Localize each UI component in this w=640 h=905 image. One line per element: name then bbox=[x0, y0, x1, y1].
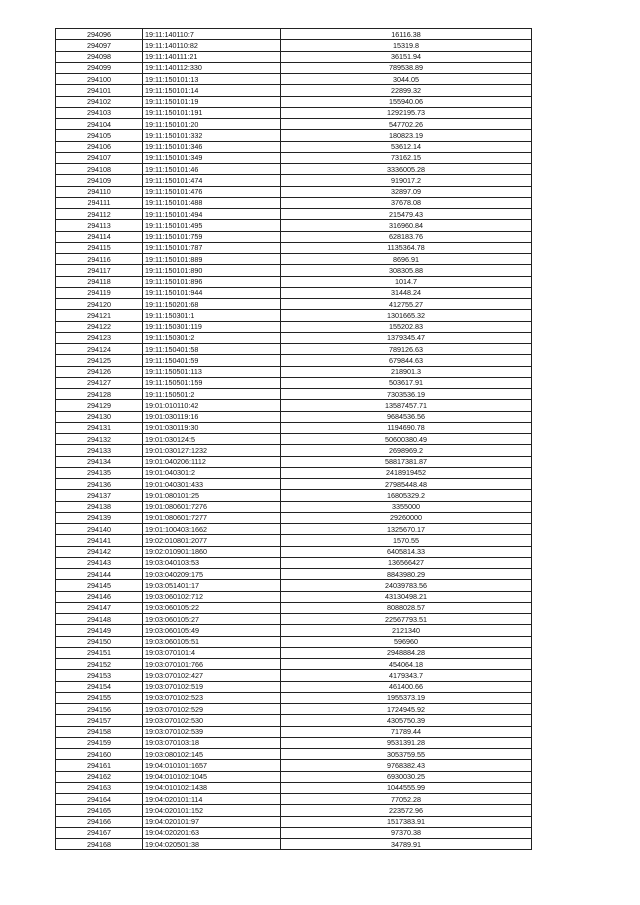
row-number-cell: 294109 bbox=[56, 175, 143, 186]
cadastral-code-cell: 19:11:150301:2 bbox=[143, 332, 281, 343]
value-cell: 16116.38 bbox=[281, 29, 532, 40]
row-number-cell: 294161 bbox=[56, 760, 143, 771]
table-row bbox=[56, 287, 532, 298]
value-cell: 97370.38 bbox=[281, 827, 532, 838]
cadastral-code-cell: 19:01:080101:25 bbox=[143, 490, 281, 501]
cadastral-code-cell: 19:03:070103:18 bbox=[143, 737, 281, 748]
value-cell: 29260000 bbox=[281, 512, 532, 523]
value-cell: 1014.7 bbox=[281, 276, 532, 287]
row-number-cell: 294137 bbox=[56, 490, 143, 501]
table-row bbox=[56, 119, 532, 130]
row-number-cell: 294097 bbox=[56, 40, 143, 51]
value-cell: 77052.28 bbox=[281, 794, 532, 805]
row-number-cell: 294160 bbox=[56, 749, 143, 760]
cadastral-code-cell: 19:01:030119:30 bbox=[143, 422, 281, 433]
cadastral-code-cell: 19:11:150101:46 bbox=[143, 164, 281, 175]
table-row bbox=[56, 85, 532, 96]
value-cell: 218901.3 bbox=[281, 366, 532, 377]
table-row bbox=[56, 29, 532, 40]
value-cell: 1301665.32 bbox=[281, 310, 532, 321]
table-row bbox=[56, 242, 532, 253]
row-number-cell: 294148 bbox=[56, 614, 143, 625]
table-body bbox=[56, 29, 532, 850]
cadastral-code-cell: 19:11:150401:58 bbox=[143, 344, 281, 355]
value-cell: 31448.24 bbox=[281, 287, 532, 298]
table-row bbox=[56, 467, 532, 478]
table-row bbox=[56, 186, 532, 197]
row-number-cell: 294162 bbox=[56, 771, 143, 782]
row-number-cell: 294117 bbox=[56, 265, 143, 276]
cadastral-code-cell: 19:03:070101:766 bbox=[143, 659, 281, 670]
table-row bbox=[56, 827, 532, 838]
row-number-cell: 294108 bbox=[56, 164, 143, 175]
cadastral-code-cell: 19:11:150101:14 bbox=[143, 85, 281, 96]
cadastral-code-cell: 19:11:150101:787 bbox=[143, 242, 281, 253]
row-number-cell: 294114 bbox=[56, 231, 143, 242]
row-number-cell: 294138 bbox=[56, 501, 143, 512]
table-row bbox=[56, 839, 532, 850]
table-row bbox=[56, 580, 532, 591]
value-cell: 3355000 bbox=[281, 501, 532, 512]
table-row bbox=[56, 434, 532, 445]
cadastral-code-cell: 19:03:060105:49 bbox=[143, 625, 281, 636]
cadastral-code-cell: 19:01:100403:1662 bbox=[143, 524, 281, 535]
value-cell: 1044555.99 bbox=[281, 782, 532, 793]
cadastral-code-cell: 19:03:080102:145 bbox=[143, 749, 281, 760]
cadastral-code-cell: 19:11:150101:495 bbox=[143, 220, 281, 231]
cadastral-code-cell: 19:04:020201:63 bbox=[143, 827, 281, 838]
row-number-cell: 294121 bbox=[56, 310, 143, 321]
cadastral-code-cell: 19:03:040209:175 bbox=[143, 569, 281, 580]
row-number-cell: 294099 bbox=[56, 62, 143, 73]
cadastral-code-cell: 19:03:070102:529 bbox=[143, 704, 281, 715]
row-number-cell: 294105 bbox=[56, 130, 143, 141]
row-number-cell: 294135 bbox=[56, 467, 143, 478]
value-cell: 1724945.92 bbox=[281, 704, 532, 715]
cadastral-code-cell: 19:03:051401:17 bbox=[143, 580, 281, 591]
table-row bbox=[56, 692, 532, 703]
cadastral-code-cell: 19:11:150301:1 bbox=[143, 310, 281, 321]
value-cell: 547702.26 bbox=[281, 119, 532, 130]
cadastral-code-cell: 19:11:150101:20 bbox=[143, 119, 281, 130]
row-number-cell: 294122 bbox=[56, 321, 143, 332]
table-row bbox=[56, 726, 532, 737]
value-cell: 22899.32 bbox=[281, 85, 532, 96]
cadastral-code-cell: 19:11:150101:494 bbox=[143, 209, 281, 220]
row-number-cell: 294112 bbox=[56, 209, 143, 220]
table-row bbox=[56, 164, 532, 175]
cadastral-code-cell: 19:04:020101:114 bbox=[143, 794, 281, 805]
table-row bbox=[56, 310, 532, 321]
cadastral-code-cell: 19:03:060105:27 bbox=[143, 614, 281, 625]
table-row bbox=[56, 490, 532, 501]
value-cell: 412755.27 bbox=[281, 299, 532, 310]
row-number-cell: 294140 bbox=[56, 524, 143, 535]
row-number-cell: 294139 bbox=[56, 512, 143, 523]
row-number-cell: 294145 bbox=[56, 580, 143, 591]
table-row bbox=[56, 569, 532, 580]
cadastral-code-cell: 19:03:070102:539 bbox=[143, 726, 281, 737]
cadastral-code-cell: 19:11:150101:19 bbox=[143, 96, 281, 107]
cadastral-code-cell: 19:11:150501:113 bbox=[143, 366, 281, 377]
cadastral-code-cell: 19:01:030124:5 bbox=[143, 434, 281, 445]
row-number-cell: 294152 bbox=[56, 659, 143, 670]
value-cell: 3336005.28 bbox=[281, 164, 532, 175]
value-cell: 2698969.2 bbox=[281, 445, 532, 456]
table-row bbox=[56, 141, 532, 152]
table-row bbox=[56, 456, 532, 467]
row-number-cell: 294136 bbox=[56, 479, 143, 490]
value-cell: 32897.09 bbox=[281, 186, 532, 197]
cadastral-code-cell: 19:03:060105:22 bbox=[143, 602, 281, 613]
table-row bbox=[56, 546, 532, 557]
table-row bbox=[56, 524, 532, 535]
value-cell: 789538.89 bbox=[281, 62, 532, 73]
table-row bbox=[56, 737, 532, 748]
cadastral-code-cell: 19:11:150501:159 bbox=[143, 377, 281, 388]
value-cell: 155202.83 bbox=[281, 321, 532, 332]
table-row bbox=[56, 276, 532, 287]
table-row bbox=[56, 591, 532, 602]
row-number-cell: 294100 bbox=[56, 74, 143, 85]
table-row bbox=[56, 771, 532, 782]
table-row bbox=[56, 614, 532, 625]
cadastral-code-cell: 19:03:070102:523 bbox=[143, 692, 281, 703]
row-number-cell: 294150 bbox=[56, 636, 143, 647]
row-number-cell: 294113 bbox=[56, 220, 143, 231]
table-row bbox=[56, 299, 532, 310]
table-row bbox=[56, 130, 532, 141]
table-row bbox=[56, 816, 532, 827]
value-cell: 136566427 bbox=[281, 557, 532, 568]
table-row bbox=[56, 411, 532, 422]
cadastral-code-cell: 19:11:150101:349 bbox=[143, 152, 281, 163]
cadastral-code-cell: 19:11:150101:346 bbox=[143, 141, 281, 152]
table-row bbox=[56, 51, 532, 62]
table-row bbox=[56, 366, 532, 377]
cadastral-code-cell: 19:03:070102:427 bbox=[143, 670, 281, 681]
cadastral-code-cell: 19:11:150401:59 bbox=[143, 355, 281, 366]
cadastral-code-cell: 19:11:150101:476 bbox=[143, 186, 281, 197]
row-number-cell: 294166 bbox=[56, 816, 143, 827]
table-row bbox=[56, 670, 532, 681]
row-number-cell: 294124 bbox=[56, 344, 143, 355]
value-cell: 316960.84 bbox=[281, 220, 532, 231]
value-cell: 180823.19 bbox=[281, 130, 532, 141]
value-cell: 53612.14 bbox=[281, 141, 532, 152]
value-cell: 3053759.55 bbox=[281, 749, 532, 760]
table-row bbox=[56, 704, 532, 715]
table-row bbox=[56, 794, 532, 805]
value-cell: 15319.8 bbox=[281, 40, 532, 51]
value-cell: 9531391.28 bbox=[281, 737, 532, 748]
data-table bbox=[55, 28, 532, 850]
row-number-cell: 294143 bbox=[56, 557, 143, 568]
cadastral-code-cell: 19:04:020101:152 bbox=[143, 805, 281, 816]
row-number-cell: 294131 bbox=[56, 422, 143, 433]
table-row bbox=[56, 197, 532, 208]
table-row bbox=[56, 512, 532, 523]
table-row bbox=[56, 782, 532, 793]
table-row bbox=[56, 107, 532, 118]
value-cell: 9684536.56 bbox=[281, 411, 532, 422]
cadastral-code-cell: 19:03:040103:53 bbox=[143, 557, 281, 568]
cadastral-code-cell: 19:04:010102:1438 bbox=[143, 782, 281, 793]
table-row bbox=[56, 749, 532, 760]
value-cell: 13587457.71 bbox=[281, 400, 532, 411]
cadastral-code-cell: 19:11:140110:82 bbox=[143, 40, 281, 51]
table-row bbox=[56, 254, 532, 265]
row-number-cell: 294144 bbox=[56, 569, 143, 580]
cadastral-code-cell: 19:01:080601:7277 bbox=[143, 512, 281, 523]
value-cell: 1292195.73 bbox=[281, 107, 532, 118]
cadastral-code-cell: 19:01:040301:2 bbox=[143, 467, 281, 478]
row-number-cell: 294168 bbox=[56, 839, 143, 850]
cadastral-code-cell: 19:11:140110:7 bbox=[143, 29, 281, 40]
row-number-cell: 294147 bbox=[56, 602, 143, 613]
row-number-cell: 294149 bbox=[56, 625, 143, 636]
value-cell: 215479.43 bbox=[281, 209, 532, 220]
row-number-cell: 294116 bbox=[56, 254, 143, 265]
value-cell: 8843980.29 bbox=[281, 569, 532, 580]
table-row bbox=[56, 332, 532, 343]
value-cell: 1194690.78 bbox=[281, 422, 532, 433]
row-number-cell: 294134 bbox=[56, 456, 143, 467]
row-number-cell: 294111 bbox=[56, 197, 143, 208]
row-number-cell: 294107 bbox=[56, 152, 143, 163]
value-cell: 58817381.87 bbox=[281, 456, 532, 467]
value-cell: 7303536.19 bbox=[281, 389, 532, 400]
value-cell: 919017.2 bbox=[281, 175, 532, 186]
row-number-cell: 294146 bbox=[56, 591, 143, 602]
value-cell: 789126.63 bbox=[281, 344, 532, 355]
value-cell: 16805329.2 bbox=[281, 490, 532, 501]
value-cell: 454064.18 bbox=[281, 659, 532, 670]
cadastral-code-cell: 19:01:080601:7276 bbox=[143, 501, 281, 512]
row-number-cell: 294127 bbox=[56, 377, 143, 388]
value-cell: 1379345.47 bbox=[281, 332, 532, 343]
value-cell: 155940.06 bbox=[281, 96, 532, 107]
row-number-cell: 294132 bbox=[56, 434, 143, 445]
cadastral-code-cell: 19:03:060102:712 bbox=[143, 591, 281, 602]
cadastral-code-cell: 19:01:030119:16 bbox=[143, 411, 281, 422]
cadastral-code-cell: 19:02:010901:1860 bbox=[143, 546, 281, 557]
cadastral-code-cell: 19:01:030127:1232 bbox=[143, 445, 281, 456]
cadastral-code-cell: 19:02:010801:2077 bbox=[143, 535, 281, 546]
table-row bbox=[56, 602, 532, 613]
table-row bbox=[56, 445, 532, 456]
cadastral-code-cell: 19:11:140112:330 bbox=[143, 62, 281, 73]
row-number-cell: 294130 bbox=[56, 411, 143, 422]
value-cell: 4305750.39 bbox=[281, 715, 532, 726]
cadastral-code-cell: 19:11:150101:488 bbox=[143, 197, 281, 208]
cadastral-code-cell: 19:03:070101:4 bbox=[143, 647, 281, 658]
table-row bbox=[56, 62, 532, 73]
cadastral-code-cell: 19:11:140111:21 bbox=[143, 51, 281, 62]
row-number-cell: 294154 bbox=[56, 681, 143, 692]
table-row bbox=[56, 659, 532, 670]
value-cell: 503617.91 bbox=[281, 377, 532, 388]
value-cell: 2121340 bbox=[281, 625, 532, 636]
value-cell: 34789.91 bbox=[281, 839, 532, 850]
row-number-cell: 294133 bbox=[56, 445, 143, 456]
row-number-cell: 294115 bbox=[56, 242, 143, 253]
table-row bbox=[56, 220, 532, 231]
value-cell: 628183.76 bbox=[281, 231, 532, 242]
row-number-cell: 294151 bbox=[56, 647, 143, 658]
cadastral-code-cell: 19:11:150101:889 bbox=[143, 254, 281, 265]
row-number-cell: 294126 bbox=[56, 366, 143, 377]
table-row bbox=[56, 805, 532, 816]
row-number-cell: 294157 bbox=[56, 715, 143, 726]
cadastral-code-cell: 19:11:150101:13 bbox=[143, 74, 281, 85]
value-cell: 8088028.57 bbox=[281, 602, 532, 613]
table-row bbox=[56, 355, 532, 366]
table-row bbox=[56, 265, 532, 276]
cadastral-code-cell: 19:04:020501:38 bbox=[143, 839, 281, 850]
value-cell: 1135364.78 bbox=[281, 242, 532, 253]
table-row bbox=[56, 557, 532, 568]
row-number-cell: 294155 bbox=[56, 692, 143, 703]
row-number-cell: 294159 bbox=[56, 737, 143, 748]
table-row bbox=[56, 231, 532, 242]
row-number-cell: 294096 bbox=[56, 29, 143, 40]
row-number-cell: 294164 bbox=[56, 794, 143, 805]
cadastral-code-cell: 19:11:150101:759 bbox=[143, 231, 281, 242]
value-cell: 1570.55 bbox=[281, 535, 532, 546]
table-row bbox=[56, 175, 532, 186]
value-cell: 37678.08 bbox=[281, 197, 532, 208]
cadastral-code-cell: 19:11:150101:191 bbox=[143, 107, 281, 118]
row-number-cell: 294119 bbox=[56, 287, 143, 298]
table-row bbox=[56, 321, 532, 332]
table-row bbox=[56, 96, 532, 107]
row-number-cell: 294098 bbox=[56, 51, 143, 62]
cadastral-code-cell: 19:11:150501:2 bbox=[143, 389, 281, 400]
row-number-cell: 294104 bbox=[56, 119, 143, 130]
value-cell: 50600380.49 bbox=[281, 434, 532, 445]
table-row bbox=[56, 422, 532, 433]
cadastral-code-cell: 19:03:070102:530 bbox=[143, 715, 281, 726]
row-number-cell: 294118 bbox=[56, 276, 143, 287]
table-row bbox=[56, 209, 532, 220]
cadastral-code-cell: 19:01:040206:1112 bbox=[143, 456, 281, 467]
cadastral-code-cell: 19:03:070102:519 bbox=[143, 681, 281, 692]
table-row bbox=[56, 377, 532, 388]
value-cell: 8696.91 bbox=[281, 254, 532, 265]
table-row bbox=[56, 636, 532, 647]
value-cell: 9768382.43 bbox=[281, 760, 532, 771]
value-cell: 6930030.25 bbox=[281, 771, 532, 782]
value-cell: 6405814.33 bbox=[281, 546, 532, 557]
table-row bbox=[56, 74, 532, 85]
row-number-cell: 294141 bbox=[56, 535, 143, 546]
value-cell: 679844.63 bbox=[281, 355, 532, 366]
row-number-cell: 294125 bbox=[56, 355, 143, 366]
value-cell: 22567793.51 bbox=[281, 614, 532, 625]
row-number-cell: 294128 bbox=[56, 389, 143, 400]
value-cell: 3044.05 bbox=[281, 74, 532, 85]
row-number-cell: 294142 bbox=[56, 546, 143, 557]
table-row bbox=[56, 400, 532, 411]
cadastral-code-cell: 19:04:010101:1657 bbox=[143, 760, 281, 771]
cadastral-code-cell: 19:11:150101:890 bbox=[143, 265, 281, 276]
table-row bbox=[56, 625, 532, 636]
row-number-cell: 294129 bbox=[56, 400, 143, 411]
cadastral-code-cell: 19:01:040301:433 bbox=[143, 479, 281, 490]
table-row bbox=[56, 479, 532, 490]
value-cell: 2948884.28 bbox=[281, 647, 532, 658]
cadastral-code-cell: 19:11:150101:474 bbox=[143, 175, 281, 186]
table-row bbox=[56, 535, 532, 546]
value-cell: 71789.44 bbox=[281, 726, 532, 737]
row-number-cell: 294167 bbox=[56, 827, 143, 838]
table-row bbox=[56, 681, 532, 692]
value-cell: 36151.94 bbox=[281, 51, 532, 62]
table-row bbox=[56, 344, 532, 355]
row-number-cell: 294163 bbox=[56, 782, 143, 793]
table-row bbox=[56, 647, 532, 658]
value-cell: 461400.66 bbox=[281, 681, 532, 692]
cadastral-code-cell: 19:11:150201:68 bbox=[143, 299, 281, 310]
row-number-cell: 294123 bbox=[56, 332, 143, 343]
value-cell: 43130498.21 bbox=[281, 591, 532, 602]
value-cell: 4179343.7 bbox=[281, 670, 532, 681]
value-cell: 308305.88 bbox=[281, 265, 532, 276]
value-cell: 73162.15 bbox=[281, 152, 532, 163]
value-cell: 2418919452 bbox=[281, 467, 532, 478]
row-number-cell: 294103 bbox=[56, 107, 143, 118]
cadastral-code-cell: 19:03:060105:51 bbox=[143, 636, 281, 647]
row-number-cell: 294153 bbox=[56, 670, 143, 681]
row-number-cell: 294120 bbox=[56, 299, 143, 310]
cadastral-code-cell: 19:11:150101:332 bbox=[143, 130, 281, 141]
table-row bbox=[56, 389, 532, 400]
cadastral-code-cell: 19:11:150101:896 bbox=[143, 276, 281, 287]
row-number-cell: 294102 bbox=[56, 96, 143, 107]
row-number-cell: 294106 bbox=[56, 141, 143, 152]
value-cell: 223572.96 bbox=[281, 805, 532, 816]
row-number-cell: 294110 bbox=[56, 186, 143, 197]
table-row bbox=[56, 40, 532, 51]
row-number-cell: 294101 bbox=[56, 85, 143, 96]
value-cell: 1517383.91 bbox=[281, 816, 532, 827]
row-number-cell: 294165 bbox=[56, 805, 143, 816]
cadastral-code-cell: 19:04:020101:97 bbox=[143, 816, 281, 827]
table-row bbox=[56, 501, 532, 512]
value-cell: 24039783.56 bbox=[281, 580, 532, 591]
cadastral-code-cell: 19:11:150301:119 bbox=[143, 321, 281, 332]
value-cell: 1325670.17 bbox=[281, 524, 532, 535]
value-cell: 27985448.48 bbox=[281, 479, 532, 490]
table-row bbox=[56, 152, 532, 163]
row-number-cell: 294158 bbox=[56, 726, 143, 737]
table-row bbox=[56, 760, 532, 771]
row-number-cell: 294156 bbox=[56, 704, 143, 715]
cadastral-code-cell: 19:01:010110:42 bbox=[143, 400, 281, 411]
value-cell: 1955373.19 bbox=[281, 692, 532, 703]
cadastral-code-cell: 19:04:010102:1045 bbox=[143, 771, 281, 782]
cadastral-code-cell: 19:11:150101:944 bbox=[143, 287, 281, 298]
value-cell: 596960 bbox=[281, 636, 532, 647]
table-row bbox=[56, 715, 532, 726]
